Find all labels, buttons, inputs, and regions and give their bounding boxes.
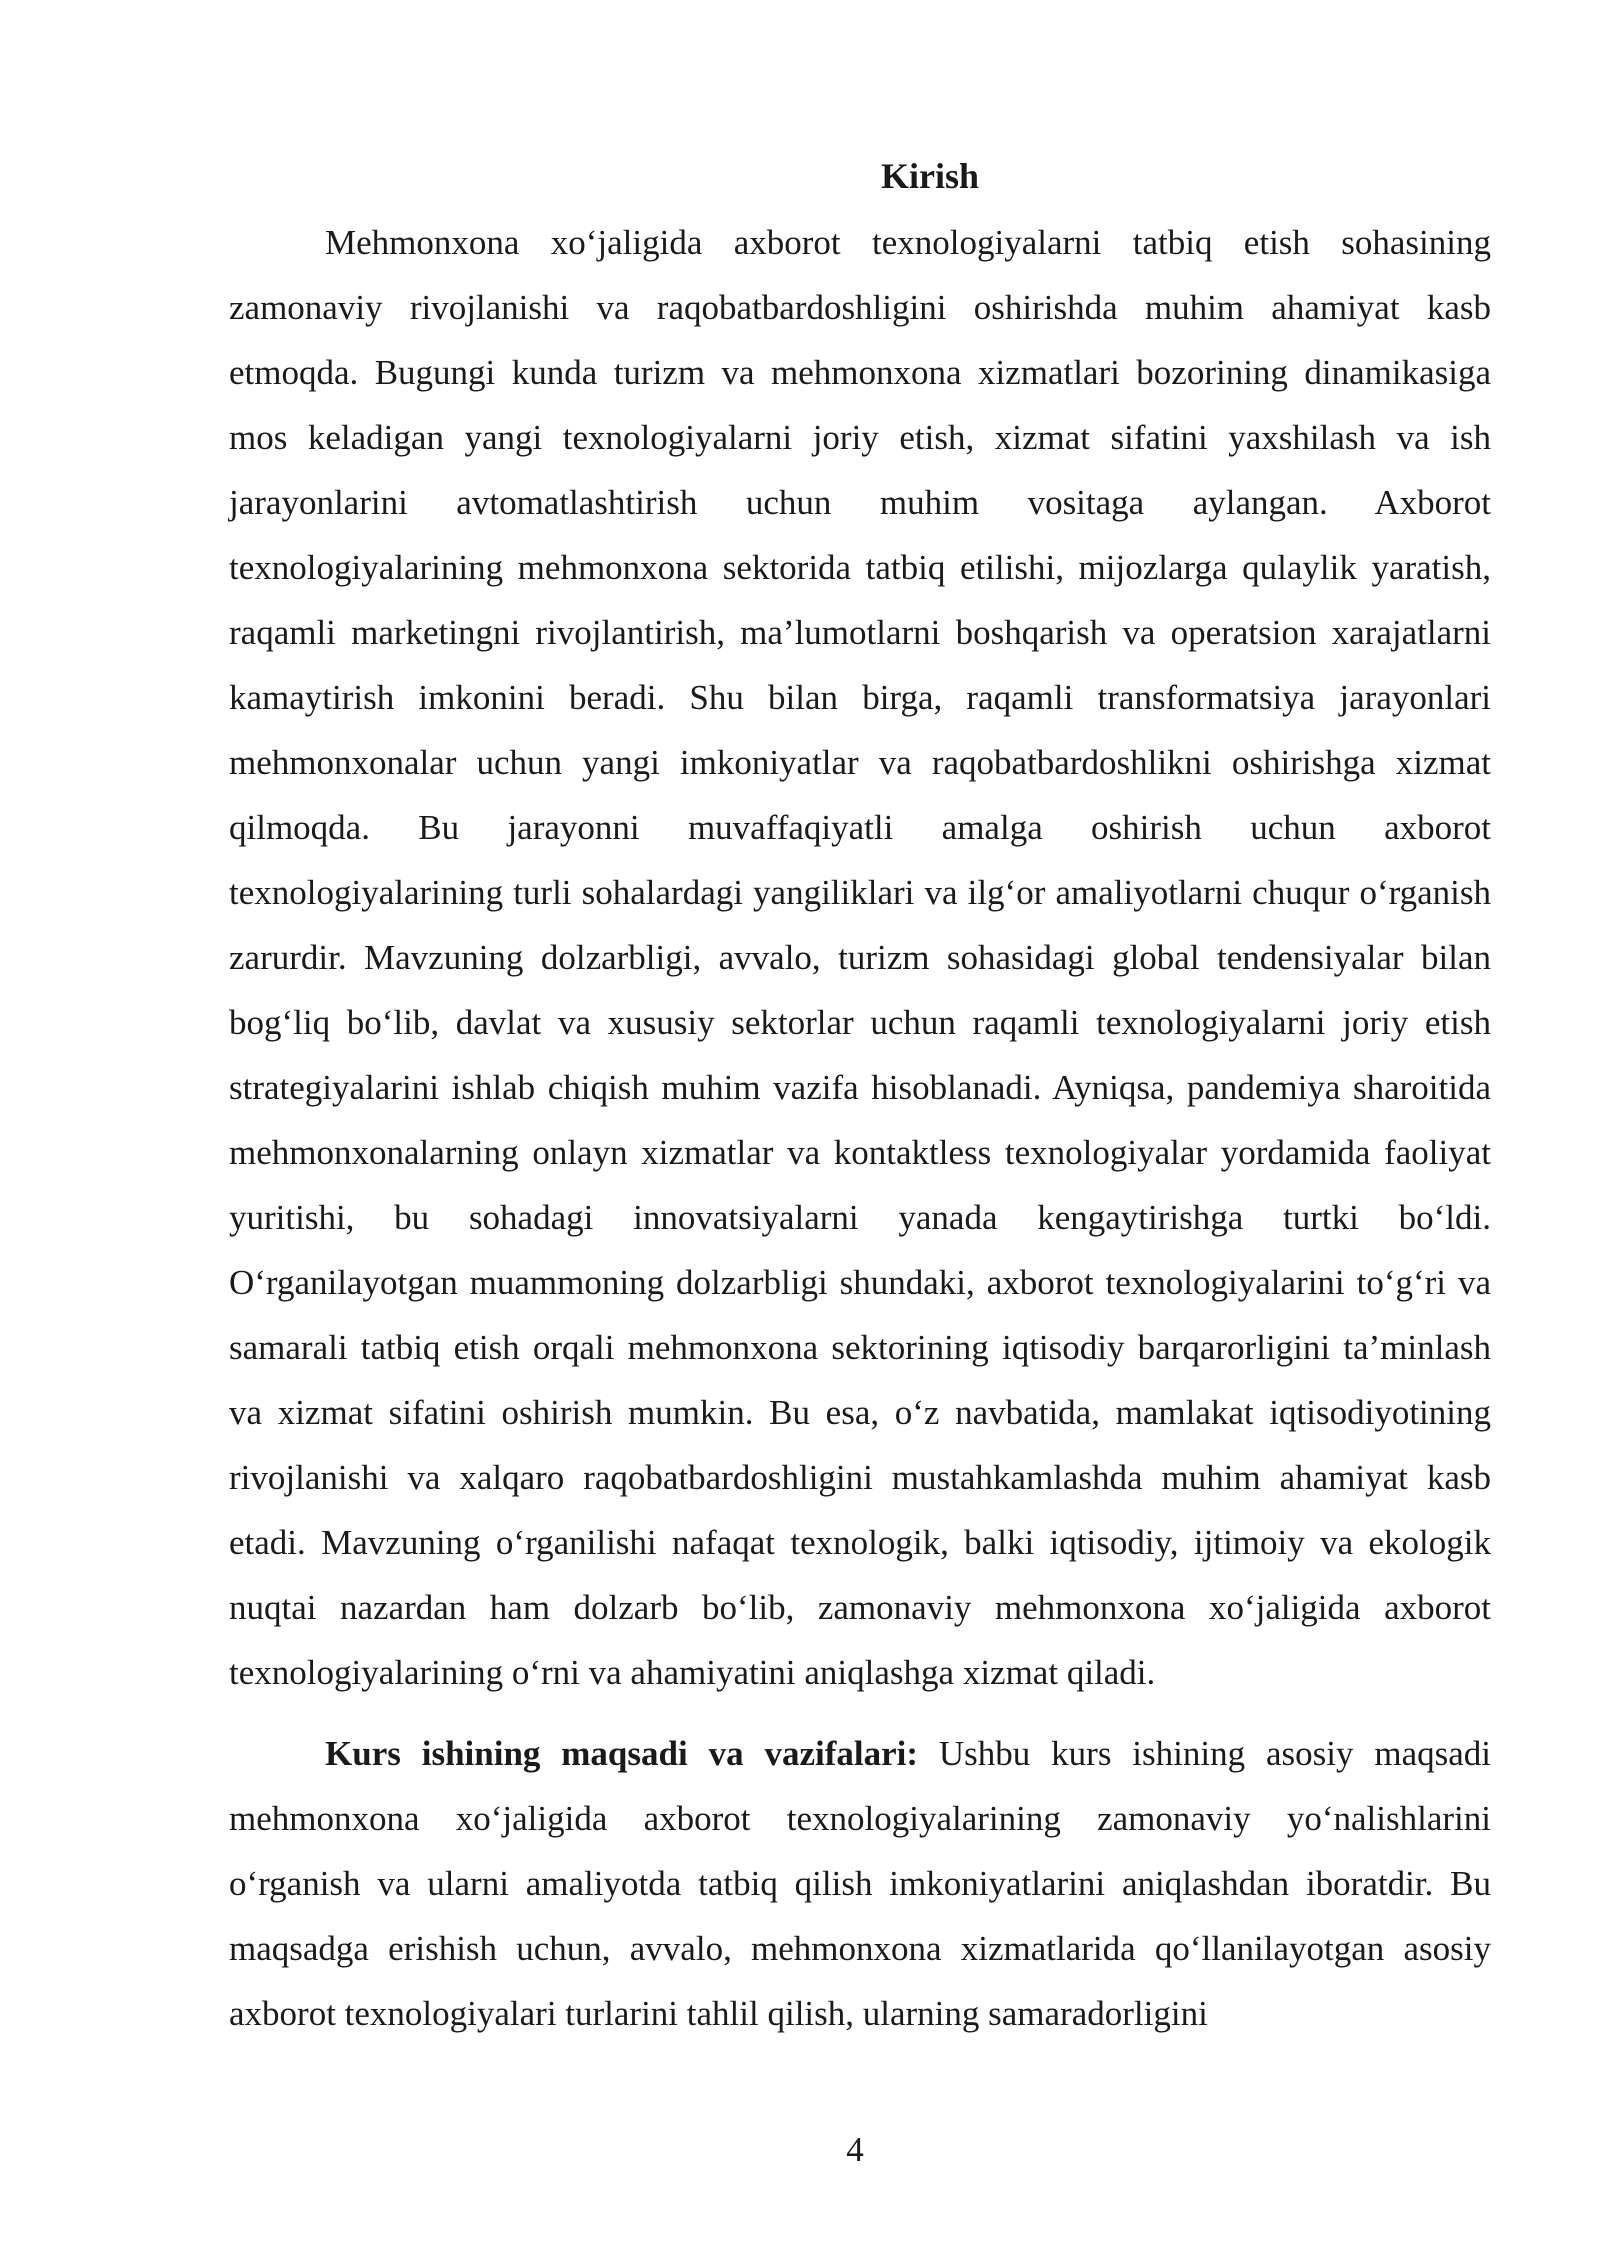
- goals-body-text: Ushbu kurs ishining asosiy maqsadi mehmonxona xo‘jaligida axborot texnologiyalarining zamonaviy yo‘nalishlarini o‘rganish va ularni amaliyotda tatbiq qilish imkoniyatlarini aniqlashdan iboratdir. Bu maqsadga erishish uchun, avvalo, mehmonxona xizmatlarida qo‘llanilayotgan asosiy axborot texnologiyalari turlarini tahlil qilish, ularning samaradorligini: [229, 1734, 1491, 2033]
- introduction-paragraph: Mehmonxona xo‘jaligida axborot texnologiyalarni tatbiq etish sohasining zamonaviy rivojlanishi va raqobatbardoshligini oshirishda muhim ahamiyat kasb etmoqda. Bugungi kunda turizm va mehmonxona xizmatlari bozorining dinamikasiga mos keladigan yangi texnologiyalarni joriy etish, xizmat sifatini yaxshilash va ish jarayonlarini avtomatlashtirish uchun muhim vositaga aylangan. Axborot texnologiyalarining mehmonxona sektorida tatbiq etilishi, mijozlarga qulaylik yaratish, raqamli marketingni rivojlantirish, ma’lumotlarni boshqarish va operatsion xarajatlarni kamaytirish imkonini beradi. Shu bilan birga, raqamli transformatsiya jarayonlari mehmonxonalar uchun yangi imkoniyatlar va raqobatbardoshlikni oshirishga xizmat qilmoqda. Bu jarayonni muvaffaqiyatli amalga oshirish uchun axborot texnologiyalarining turli sohalardagi yangiliklari va ilg‘or amaliyotlarni chuqur o‘rganish zarurdir. Mavzuning dolzarbligi, avvalo, turizm sohasidagi global tendensiyalar bilan bog‘liq bo‘lib, davlat va xususiy sektorlar uchun raqamli texnologiyalarni joriy etish strategiyalarini ishlab chiqish muhim vazifa hisoblanadi. Ayniqsa, pandemiya sharoitida mehmonxonalarning onlayn xizmatlar va kontaktless texnologiyalar yordamida faoliyat yuritishi, bu sohadagi innovatsiyalarni yanada kengaytirishga turtki bo‘ldi. O‘rganilayotgan muammoning dolzarbligi shundaki, axborot texnologiyalarini to‘g‘ri va samarali tatbiq etish orqali mehmonxona sektorining iqtisodiy barqarorligini ta’minlash va xizmat sifatini oshirish mumkin. Bu esa, o‘z navbatida, mamlakat iqtisodiyotining rivojlanishi va xalqaro raqobatbardoshligini mustahkamlashda muhim ahamiyat kasb etadi. Mavzuning o‘rganilishi nafaqat texnologik, balki iqtisodiy, ijtimoiy va ekologik nuqtai nazardan ham dolzarb bo‘lib, zamonaviy mehmonxona xo‘jaligida axborot texnologiyalarining o‘rni va ahamiyatini aniqlashga xizmat qiladi.: [229, 223, 1491, 1692]
- goals-paragraph: [229, 1721, 1491, 2046]
- page-number: 4: [846, 2130, 864, 2169]
- section-heading: Kirish: [880, 156, 979, 196]
- page-content: [229, 150, 1491, 2046]
- goals-lead-text: Kurs ishining maqsadi va vazifalari:: [325, 1734, 919, 1773]
